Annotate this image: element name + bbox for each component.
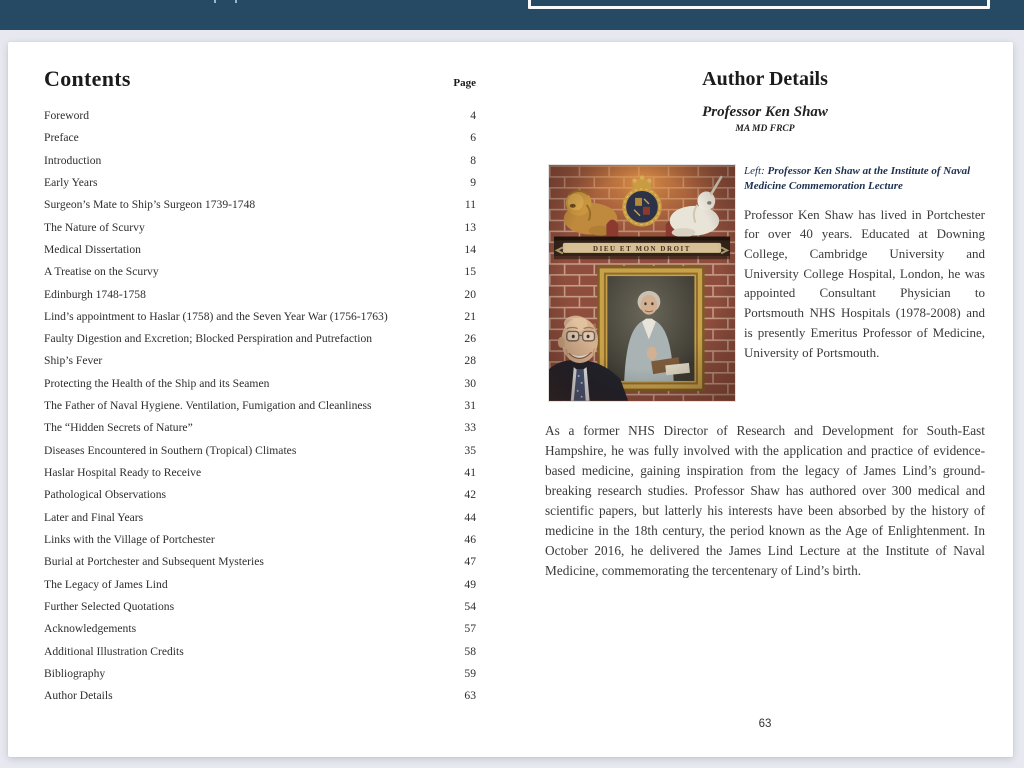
toc-entry-page: 58 bbox=[464, 644, 476, 658]
toc-entry-page: 31 bbox=[464, 399, 476, 413]
author-credentials: MA MD FRCP bbox=[735, 124, 795, 134]
author-details-page bbox=[545, 68, 985, 581]
contents-title: Contents bbox=[44, 66, 131, 91]
toc-entry-page: 47 bbox=[464, 555, 476, 569]
toc-entry-title: The “Hidden Secrets of Nature” bbox=[44, 421, 193, 435]
toc-row bbox=[44, 377, 476, 399]
toc-entry-page: 46 bbox=[464, 532, 476, 546]
page-column-label: Page bbox=[453, 77, 476, 89]
page-number: 63 bbox=[758, 718, 772, 730]
toc-row bbox=[44, 221, 476, 243]
toc-entry-page: 49 bbox=[464, 577, 476, 591]
toc-row bbox=[44, 198, 476, 220]
toc-row bbox=[44, 131, 476, 153]
toc-entry-title: Burial at Portchester and Subsequent Mysteries bbox=[44, 555, 264, 569]
logo-remnant bbox=[235, 0, 237, 3]
toc-row bbox=[44, 176, 476, 198]
toc-row bbox=[44, 555, 476, 577]
toc-entry-page: 13 bbox=[464, 220, 476, 234]
toc-list bbox=[44, 109, 476, 711]
logo-remnant bbox=[214, 0, 216, 3]
author-paragraph-2: As a former NHS Director of Research and Development for South-East Hampshire, he was fully involved with the application and practice of evidence-based medicine, gaining inspiration from the legacy of James Lind’s ground-breaking research studies. Professor Shaw has authored over 300 medical and scientific papers, but latterly his interests have been absorbed by the history of medicine in the 18th century, the period known as the Age of Enlightenment. In October 2016, he delivered the James Lind Lecture at the Institute of Naval Medicine, commemorating the tercentenary of Lind’s birth. bbox=[545, 423, 985, 578]
toc-row bbox=[44, 645, 476, 667]
toc-row bbox=[44, 288, 476, 310]
toc-entry-page: 59 bbox=[464, 666, 476, 680]
toc-entry-page: 15 bbox=[464, 265, 476, 279]
toc-row bbox=[44, 444, 476, 466]
toc-entry-title: Author Details bbox=[44, 689, 113, 703]
toc-entry-page: 6 bbox=[470, 131, 476, 145]
toc-entry-page: 41 bbox=[464, 466, 476, 479]
toc-entry-title: Diseases Encountered in Southern (Tropical) Climates bbox=[44, 443, 297, 457]
toc-entry-page: 20 bbox=[464, 287, 476, 301]
toc-row bbox=[44, 511, 476, 533]
toc-row bbox=[44, 332, 476, 354]
toc-entry-title: Links with the Village of Portchester bbox=[44, 532, 215, 546]
photo-and-caption-row bbox=[545, 164, 985, 402]
toc-row bbox=[44, 689, 476, 711]
toc-entry-page: 63 bbox=[464, 689, 476, 703]
toc-row bbox=[44, 265, 476, 287]
toc-entry-title: Foreword bbox=[44, 109, 90, 122]
photo-caption bbox=[744, 164, 985, 194]
toc-entry-page: 44 bbox=[464, 510, 476, 524]
contents-header bbox=[44, 68, 476, 90]
top-header-bar bbox=[0, 0, 1024, 30]
toc-entry-page: 30 bbox=[464, 376, 476, 390]
toc-row bbox=[44, 600, 476, 622]
toc-row bbox=[44, 399, 476, 421]
toc-entry-title: Acknowledgements bbox=[44, 622, 137, 636]
toc-entry-page: 8 bbox=[470, 153, 476, 167]
photo-side-text bbox=[744, 164, 985, 402]
toc-entry-title: Bibliography bbox=[44, 666, 106, 680]
header-search-input[interactable] bbox=[528, 0, 990, 9]
toc-entry-page: 35 bbox=[464, 443, 476, 457]
toc-entry-title: Edinburgh 1748-1758 bbox=[44, 287, 146, 301]
toc-entry-title: Preface bbox=[44, 131, 79, 145]
toc-entry-page: 57 bbox=[464, 622, 476, 636]
toc-entry-page: 42 bbox=[464, 488, 476, 502]
toc-entry-title: Surgeon’s Mate to Ship’s Surgeon 1739-1748 bbox=[44, 198, 256, 212]
toc-row bbox=[44, 488, 476, 510]
toc-row bbox=[44, 533, 476, 555]
author-details-title: Author Details bbox=[702, 68, 828, 90]
toc-entry-title: The Father of Naval Hygiene. Ventilation, Fumigation and Cleanliness bbox=[44, 399, 372, 413]
toc-entry-page: 28 bbox=[464, 354, 476, 368]
toc-entry-title: Protecting the Health of the Ship and its Seamen bbox=[44, 376, 270, 390]
toc-row bbox=[44, 109, 476, 131]
toc-entry-title: Introduction bbox=[44, 153, 102, 167]
toc-entry-page: 14 bbox=[464, 242, 476, 256]
toc-row bbox=[44, 354, 476, 376]
toc-entry-title: Early Years bbox=[44, 175, 98, 189]
toc-entry-title: The Legacy of James Lind bbox=[44, 577, 168, 591]
toc-entry-page: 33 bbox=[464, 421, 476, 435]
toc-entry-title: Faulty Digestion and Excretion; Blocked Perspiration and Putrefaction bbox=[44, 332, 373, 346]
book-spread bbox=[8, 42, 1013, 757]
toc-entry-title: Pathological Observations bbox=[44, 488, 167, 502]
toc-entry-page: 11 bbox=[464, 198, 476, 212]
toc-entry-title: Haslar Hospital Ready to Receive bbox=[44, 466, 202, 479]
author-paragraph-1: Professor Ken Shaw has lived in Portchester for over 40 years. Educated at Downing College, Cambridge University and University College Hospital, London, he was appointed Consultant Physician to Portsmouth NHS Hospitals (1978-2008) and is presently Emeritus Professor of Medicine, University of Portsmouth. bbox=[744, 206, 985, 360]
caption-prefix: Left: bbox=[744, 165, 765, 177]
toc-entry-page: 21 bbox=[464, 309, 476, 323]
contents-page bbox=[44, 68, 476, 711]
toc-entry-title: The Nature of Scurvy bbox=[44, 220, 145, 234]
toc-entry-page: 54 bbox=[464, 599, 476, 613]
toc-entry-title: Ship’s Fever bbox=[44, 354, 103, 368]
toc-entry-title: Additional Illustration Credits bbox=[44, 644, 184, 658]
toc-row bbox=[44, 243, 476, 265]
toc-entry-title: Later and Final Years bbox=[44, 510, 144, 524]
toc-entry-title: Further Selected Quotations bbox=[44, 599, 175, 613]
toc-row bbox=[44, 154, 476, 176]
toc-row bbox=[44, 466, 476, 488]
toc-row bbox=[44, 310, 476, 332]
toc-entry-title: Lind’s appointment to Haslar (1758) and the Seven Year War (1756-1763) bbox=[44, 309, 388, 323]
toc-entry-page: 4 bbox=[470, 109, 476, 122]
toc-entry-page: 9 bbox=[470, 175, 476, 189]
toc-row bbox=[44, 421, 476, 443]
caption-body: Professor Ken Shaw at the Institute of Naval Medicine Commemoration Lecture bbox=[744, 165, 971, 192]
toc-entry-page: 26 bbox=[464, 332, 476, 346]
toc-row bbox=[44, 578, 476, 600]
toc-entry-title: A Treatise on the Scurvy bbox=[44, 265, 159, 279]
author-photo bbox=[548, 164, 736, 402]
author-name: Professor Ken Shaw bbox=[702, 104, 828, 120]
toc-row bbox=[44, 622, 476, 644]
toc-entry-title: Medical Dissertation bbox=[44, 242, 141, 256]
toc-row bbox=[44, 667, 476, 689]
